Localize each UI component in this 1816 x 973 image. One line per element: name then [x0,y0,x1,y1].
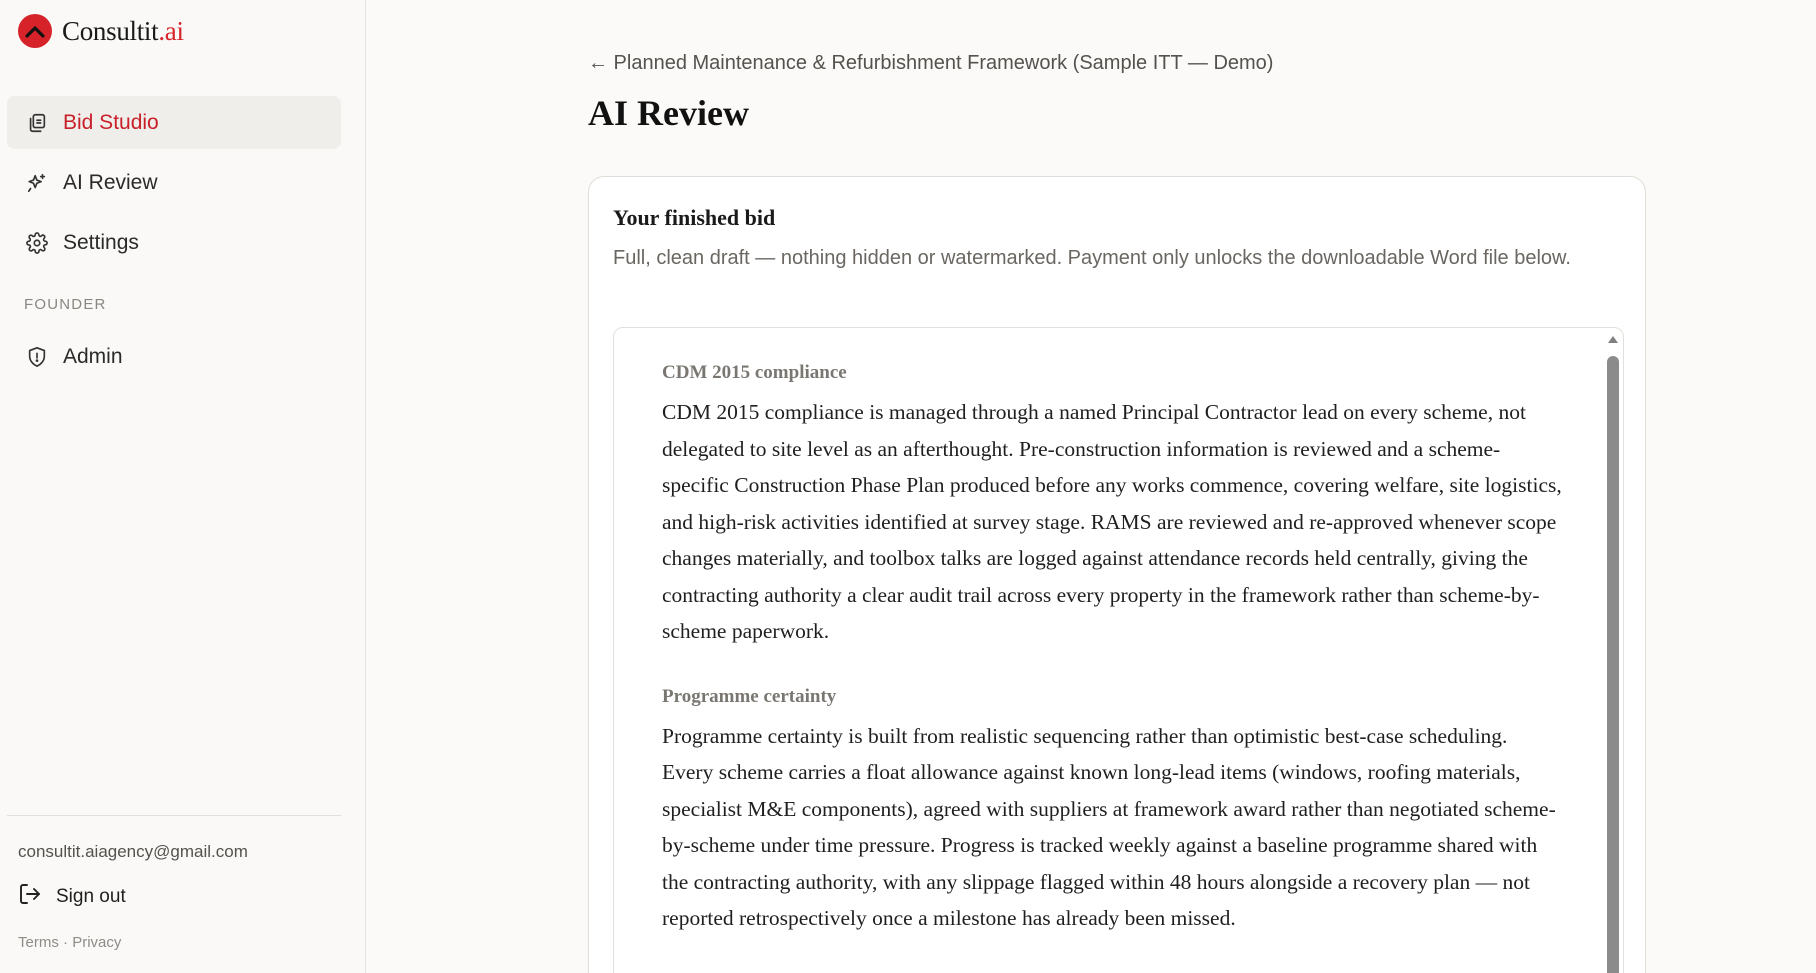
founder-nav [7,330,341,390]
user-email: consultit.aiagency@gmail.com [18,842,248,861]
page-title: AI Review [588,93,749,133]
terms-link[interactable]: Terms [18,934,59,951]
finished-bid-card [588,176,1646,973]
sidebar-item-label: Admin [63,344,123,368]
sidebar-item-bid-studio[interactable] [7,96,341,149]
document-scrollbar[interactable] [1605,328,1621,973]
brand-name: Consultit.ai [62,15,184,46]
bid-document-viewer[interactable] [613,327,1624,973]
sidebar-nav [7,96,341,276]
doc-section-heading: CDM 2015 compliance [662,362,847,383]
main-content [366,0,1816,973]
sidebar [0,0,366,973]
bid-document-content [662,362,1562,973]
chevron-up-icon [18,14,52,48]
sidebar-item-label: Settings [63,230,139,254]
doc-section-body: CDM 2015 compliance is managed through a named Principal Contractor lead on every scheme, not delegated to site level as an afterthought. Pre-construction information is reviewed and a scheme-specific Construction Phase Plan produced before any works commence, covering welfare, site logistics, and high-risk activities identified at survey stage. RAMS are reviewed and re-approved whenever scope changes materially, and toolbox talks are logged against attendance records held centrally, giving the contracting authority a clear audit trail across every property in the framework rather than scheme-by-scheme paperwork. [662,400,1562,643]
sidebar-divider [7,815,341,816]
sign-out-icon [18,882,42,911]
sidebar-item-admin[interactable] [7,330,341,383]
shield-icon [25,345,49,369]
sidebar-item-label: AI Review [63,170,158,194]
scrollbar-thumb[interactable] [1607,356,1619,973]
doc-section-heading: Programme certainty [662,685,837,707]
gear-icon [25,231,49,255]
doc-section [662,686,1562,937]
sign-out-button[interactable] [18,882,126,911]
sparkles-icon [25,171,49,195]
doc-section-body: Programme certainty is built from realistic sequencing rather than optimistic best-case scheduling. Every scheme carries a float allowance against known long-lead items (windows, roofing materials, specialist M&E components), agreed with suppliers at framework award rather than negotiated scheme-by-scheme under time pressure. Progress is tracked weekly against a baseline programme shared with the contracting authority, with any slippage flagged within 48 hours alongside a recovery plan — not reported retrospectively once a milestone has already been missed. [662,723,1556,930]
doc-section [662,362,1562,650]
footer-separator: · [58,934,73,951]
sidebar-item-ai-review[interactable] [7,156,341,209]
privacy-link[interactable]: Privacy [72,934,122,951]
back-link[interactable]: ← Planned Maintenance & Refurbishment Framework (Sample ITT — Demo) [588,52,1274,74]
brand-logo[interactable] [18,14,184,48]
card-subtitle: Full, clean draft — nothing hidden or watermarked. Payment only unlocks the downloadable Word file below. [613,247,1571,269]
sign-out-label: Sign out [56,885,126,907]
section-label-founder: FOUNDER [24,296,107,313]
footer-links [18,934,121,951]
sidebar-item-label: Bid Studio [63,110,159,134]
sidebar-item-settings[interactable] [7,216,341,269]
card-title: Your finished bid [613,205,776,230]
scroll-up-arrow-icon[interactable] [1608,336,1618,343]
copy-icon [25,111,49,135]
